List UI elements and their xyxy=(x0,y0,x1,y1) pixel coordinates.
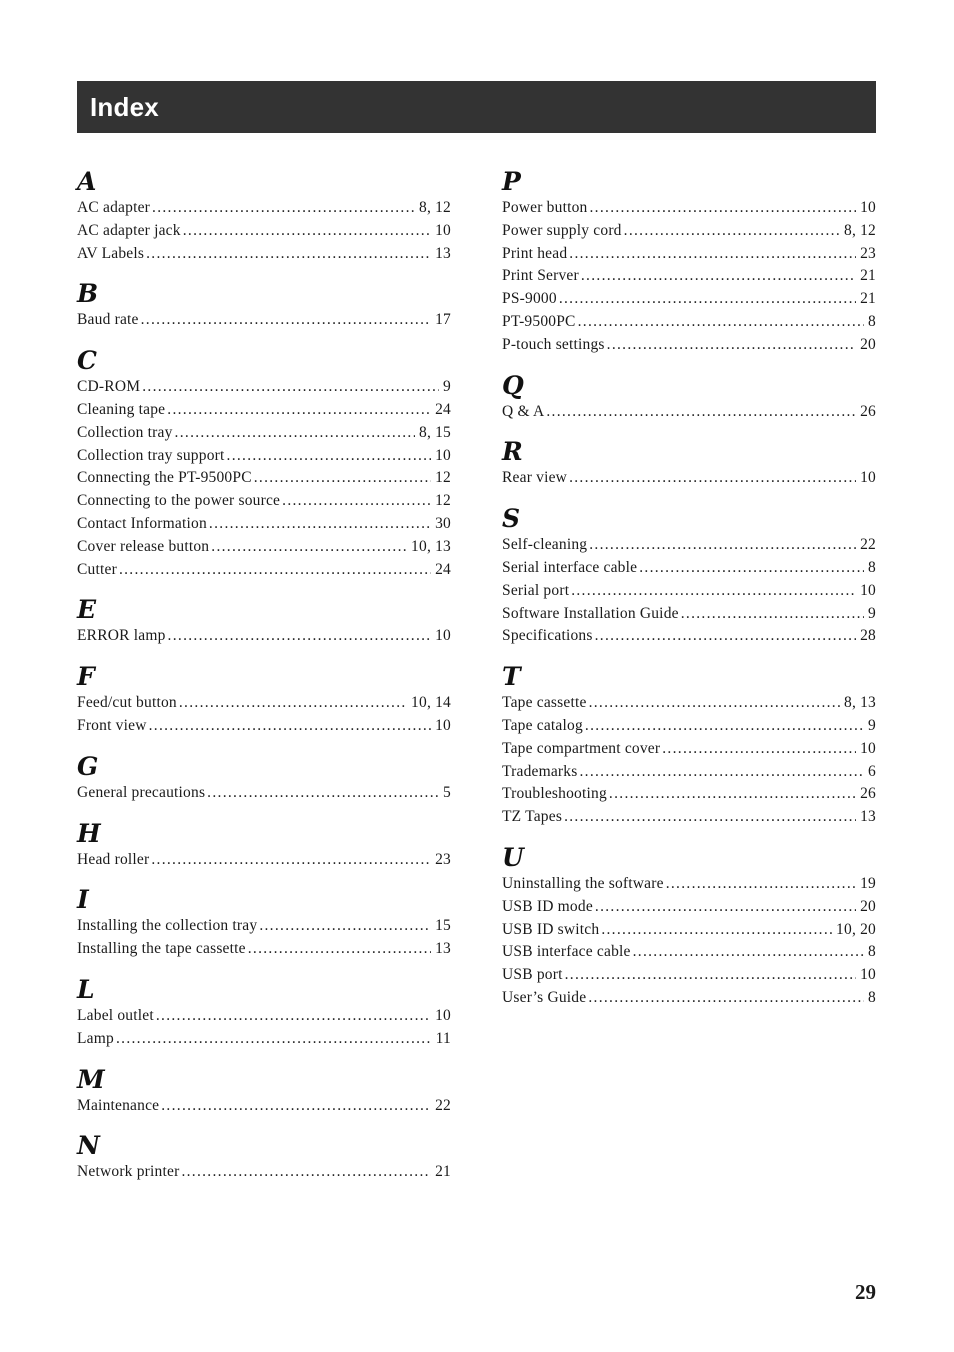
entry-pages: 5 xyxy=(443,783,451,801)
dot-leader xyxy=(666,873,856,896)
entry-pages: 10 xyxy=(860,469,876,487)
entry-term: Cutter xyxy=(77,560,117,578)
index-entry xyxy=(502,288,876,311)
index-entry xyxy=(77,849,451,872)
dot-leader xyxy=(585,715,864,738)
entry-term: Feed/cut button xyxy=(77,694,177,712)
index-entry xyxy=(77,1005,451,1028)
entry-term: Head roller xyxy=(77,850,150,868)
entry-pages: 8 xyxy=(868,943,876,961)
index-entry xyxy=(502,806,876,829)
entry-pages: 11 xyxy=(435,1029,451,1047)
index-entry xyxy=(77,938,451,961)
dot-leader xyxy=(624,220,840,243)
entry-pages: 8 xyxy=(868,558,876,576)
dot-leader xyxy=(149,715,432,738)
index-entry xyxy=(77,782,451,805)
page-number: 29 xyxy=(855,1280,876,1304)
entry-pages: 20 xyxy=(860,897,876,915)
entry-pages: 21 xyxy=(860,267,876,285)
dot-leader xyxy=(589,534,856,557)
index-entry xyxy=(77,309,451,332)
index-section xyxy=(77,752,451,805)
index-entry xyxy=(502,334,876,357)
entry-pages: 17 xyxy=(435,311,451,329)
entry-term: ERROR lamp xyxy=(77,627,166,645)
dot-leader xyxy=(595,625,856,648)
dot-leader xyxy=(248,938,431,961)
entry-pages: 24 xyxy=(435,400,451,418)
section-letter: B xyxy=(77,279,99,309)
section-letter: N xyxy=(77,1131,100,1161)
entry-pages: 10 xyxy=(860,739,876,757)
index-entry xyxy=(502,265,876,288)
entry-pages: 22 xyxy=(860,536,876,554)
dot-leader xyxy=(141,309,431,332)
entry-pages: 10 xyxy=(860,581,876,599)
section-letter: T xyxy=(502,662,521,692)
entry-term: PS-9000 xyxy=(502,290,557,308)
entry-pages: 8 xyxy=(868,988,876,1006)
entry-pages: 10, 14 xyxy=(411,694,451,712)
index-entry xyxy=(502,534,876,557)
section-letter: F xyxy=(77,662,95,692)
index-entry xyxy=(502,580,876,603)
entry-term: Tape catalog xyxy=(502,716,583,734)
index-entry xyxy=(502,715,876,738)
index-entry xyxy=(77,715,451,738)
index-entry xyxy=(77,197,451,220)
index-entry xyxy=(77,1161,451,1184)
entry-term: Print Server xyxy=(502,267,579,285)
index-section xyxy=(77,595,451,648)
index-entry xyxy=(77,692,451,715)
entry-pages: 9 xyxy=(868,604,876,622)
index-section xyxy=(502,662,876,829)
dot-leader xyxy=(259,915,431,938)
index-section xyxy=(77,885,451,961)
entry-term: Cleaning tape xyxy=(77,400,166,418)
index-section xyxy=(77,1131,451,1184)
section-letter: P xyxy=(502,167,521,196)
section-letter: R xyxy=(502,437,523,467)
entry-pages: 13 xyxy=(860,808,876,826)
dot-leader xyxy=(662,738,856,761)
entry-term: Lamp xyxy=(77,1029,114,1047)
dot-leader xyxy=(588,987,864,1010)
index-section xyxy=(502,371,876,424)
index-entry xyxy=(77,220,451,243)
index-section xyxy=(77,975,451,1051)
dot-leader xyxy=(581,265,856,288)
index-entry xyxy=(77,399,451,422)
entry-term: Specifications xyxy=(502,627,593,645)
dot-leader xyxy=(639,557,864,580)
entry-pages: 9 xyxy=(868,716,876,734)
dot-leader xyxy=(181,1161,431,1184)
dot-leader xyxy=(559,288,856,311)
index-section xyxy=(502,437,876,490)
entry-term: Connecting the PT-9500PC xyxy=(77,469,252,487)
entry-term: Connecting to the power source xyxy=(77,492,281,510)
index-entry xyxy=(77,536,451,559)
index-section xyxy=(77,1065,451,1118)
entry-term: AC adapter jack xyxy=(77,221,181,239)
entry-pages: 8, 15 xyxy=(419,423,451,441)
entry-pages: 10 xyxy=(860,199,876,216)
index-section xyxy=(77,279,451,332)
dot-leader xyxy=(569,467,856,490)
entry-pages: 12 xyxy=(435,492,451,510)
entry-term: Tape cassette xyxy=(502,694,587,712)
entry-term: Cover release button xyxy=(77,537,210,555)
dot-leader xyxy=(254,467,431,490)
index-entry xyxy=(77,467,451,490)
entry-term: Power button xyxy=(502,199,588,216)
entry-pages: 22 xyxy=(435,1096,451,1114)
dot-leader xyxy=(571,580,856,603)
section-letter: C xyxy=(77,346,97,376)
entry-pages: 19 xyxy=(860,874,876,892)
entry-pages: 26 xyxy=(860,785,876,803)
dot-leader xyxy=(578,311,864,334)
entry-pages: 28 xyxy=(860,627,876,645)
index-entry xyxy=(502,311,876,334)
entry-term: Uninstalling the software xyxy=(502,874,664,892)
entry-pages: 10 xyxy=(435,716,451,734)
index-section xyxy=(77,662,451,738)
entry-pages: 10 xyxy=(435,446,451,464)
index-section xyxy=(502,843,876,1010)
index-entry xyxy=(77,625,451,648)
dot-leader xyxy=(227,445,432,468)
entry-pages: 21 xyxy=(860,290,876,308)
section-letter: S xyxy=(502,504,521,534)
entry-term: Serial interface cable xyxy=(502,558,638,576)
index-entry xyxy=(502,896,876,919)
index-entry xyxy=(77,243,451,266)
entry-pages: 24 xyxy=(435,560,451,578)
section-letter: L xyxy=(77,974,95,1004)
index-entry xyxy=(502,987,876,1010)
section-letter: H xyxy=(77,818,101,848)
entry-term: USB ID switch xyxy=(502,920,600,938)
dot-leader xyxy=(152,197,415,220)
index-entry xyxy=(502,603,876,626)
entry-pages: 12 xyxy=(435,469,451,487)
section-letter: I xyxy=(77,885,89,915)
index-entry xyxy=(502,625,876,648)
dot-leader xyxy=(209,513,431,536)
dot-leader xyxy=(590,197,857,220)
section-letter: U xyxy=(502,842,524,872)
index-entry xyxy=(502,738,876,761)
entry-pages: 26 xyxy=(860,402,876,420)
dot-leader xyxy=(546,401,856,424)
index-entry xyxy=(502,692,876,715)
dot-leader xyxy=(146,243,431,266)
dot-leader xyxy=(564,806,856,829)
entry-term: Network printer xyxy=(77,1163,180,1181)
entry-pages: 15 xyxy=(435,917,451,935)
index-column-left xyxy=(77,167,451,1198)
entry-term: USB port xyxy=(502,966,563,984)
index-entry xyxy=(502,919,876,942)
entry-pages: 10 xyxy=(860,966,876,984)
header-bar xyxy=(77,81,876,133)
entry-pages: 8 xyxy=(868,312,876,330)
entry-term: Q & A xyxy=(502,402,545,420)
entry-pages: 10, 20 xyxy=(836,920,876,938)
index-column-right xyxy=(502,167,876,1024)
entry-term: Trademarks xyxy=(502,762,578,780)
entry-term: Contact Information xyxy=(77,514,207,532)
page-title: Index xyxy=(90,92,159,122)
entry-pages: 23 xyxy=(435,850,451,868)
entry-pages: 8, 12 xyxy=(419,199,451,216)
index-entry xyxy=(502,197,876,220)
index-entry xyxy=(502,401,876,424)
index-entry xyxy=(502,873,876,896)
entry-term: AC adapter xyxy=(77,199,151,216)
entry-term: Collection tray support xyxy=(77,446,225,464)
entry-term: Serial port xyxy=(502,581,570,599)
index-entry xyxy=(77,559,451,582)
index-entry xyxy=(502,467,876,490)
entry-term: Software Installation Guide xyxy=(502,604,679,622)
index-entry xyxy=(502,761,876,784)
index-section xyxy=(77,167,451,265)
entry-pages: 10 xyxy=(435,221,451,239)
section-letter: E xyxy=(77,595,97,625)
index-entry xyxy=(77,422,451,445)
entry-term: Troubleshooting xyxy=(502,785,607,803)
entry-pages: 10 xyxy=(435,627,451,645)
dot-leader xyxy=(175,422,415,445)
dot-leader xyxy=(609,783,856,806)
dot-leader xyxy=(179,692,407,715)
dot-leader xyxy=(681,603,864,626)
index-section xyxy=(77,346,451,581)
entry-pages: 9 xyxy=(443,378,451,396)
dot-leader xyxy=(601,919,832,942)
dot-leader xyxy=(116,1028,432,1051)
index-entry xyxy=(502,220,876,243)
entry-term: Baud rate xyxy=(77,311,139,329)
entry-term: AV Labels xyxy=(77,244,145,262)
index-entry xyxy=(77,915,451,938)
entry-term: Collection tray xyxy=(77,423,173,441)
entry-term: Rear view xyxy=(502,469,568,487)
entry-pages: 8, 13 xyxy=(844,694,876,712)
dot-leader xyxy=(142,376,439,399)
entry-term: User’s Guide xyxy=(502,988,587,1006)
entry-term: Self-cleaning xyxy=(502,536,588,554)
entry-pages: 10, 13 xyxy=(411,537,451,555)
entry-term: USB interface cable xyxy=(502,943,631,961)
dot-leader xyxy=(183,220,431,243)
dot-leader xyxy=(569,243,856,266)
entry-pages: 8, 12 xyxy=(844,221,876,239)
section-letter: M xyxy=(77,1064,105,1094)
entry-term: Installing the tape cassette xyxy=(77,940,246,958)
entry-term: Front view xyxy=(77,716,147,734)
index-section xyxy=(502,167,876,357)
index-entry xyxy=(502,243,876,266)
index-entry xyxy=(77,513,451,536)
dot-leader xyxy=(156,1005,431,1028)
entry-term: USB ID mode xyxy=(502,897,593,915)
dot-leader xyxy=(282,490,431,513)
index-entry xyxy=(77,445,451,468)
index-entry xyxy=(502,941,876,964)
index-entry xyxy=(77,490,451,513)
dot-leader xyxy=(167,399,431,422)
dot-leader xyxy=(207,782,439,805)
dot-leader xyxy=(595,896,856,919)
dot-leader xyxy=(211,536,407,559)
dot-leader xyxy=(168,625,432,648)
entry-term: Installing the collection tray xyxy=(77,917,258,935)
index-entry xyxy=(502,783,876,806)
section-letter: Q xyxy=(502,370,524,400)
index-entry xyxy=(502,964,876,987)
entry-pages: 13 xyxy=(435,940,451,958)
entry-term: Tape compartment cover xyxy=(502,739,661,757)
dot-leader xyxy=(589,692,840,715)
entry-term: Label outlet xyxy=(77,1006,154,1024)
entry-pages: 20 xyxy=(860,335,876,353)
index-section xyxy=(502,504,876,648)
index-entry xyxy=(77,1028,451,1051)
dot-leader xyxy=(151,849,431,872)
dot-leader xyxy=(565,964,856,987)
entry-term: P-touch settings xyxy=(502,335,605,353)
index-entry xyxy=(502,557,876,580)
entry-term: TZ Tapes xyxy=(502,808,563,826)
entry-term: CD-ROM xyxy=(77,378,141,396)
entry-term: PT-9500PC xyxy=(502,312,576,330)
entry-pages: 23 xyxy=(860,244,876,262)
entry-pages: 21 xyxy=(435,1163,451,1181)
entry-term: Maintenance xyxy=(77,1096,160,1114)
dot-leader xyxy=(579,761,864,784)
entry-pages: 6 xyxy=(868,762,876,780)
section-letter: G xyxy=(77,751,99,781)
entry-term: General precautions xyxy=(77,783,206,801)
dot-leader xyxy=(607,334,856,357)
dot-leader xyxy=(161,1095,431,1118)
index-entry xyxy=(77,376,451,399)
dot-leader xyxy=(119,559,431,582)
index-section xyxy=(77,819,451,872)
dot-leader xyxy=(633,941,864,964)
index-entry xyxy=(77,1095,451,1118)
entry-term: Power supply cord xyxy=(502,221,622,239)
entry-pages: 13 xyxy=(435,244,451,262)
entry-term: Print head xyxy=(502,244,568,262)
section-letter: A xyxy=(77,167,97,196)
entry-pages: 30 xyxy=(435,514,451,532)
entry-pages: 10 xyxy=(435,1006,451,1024)
